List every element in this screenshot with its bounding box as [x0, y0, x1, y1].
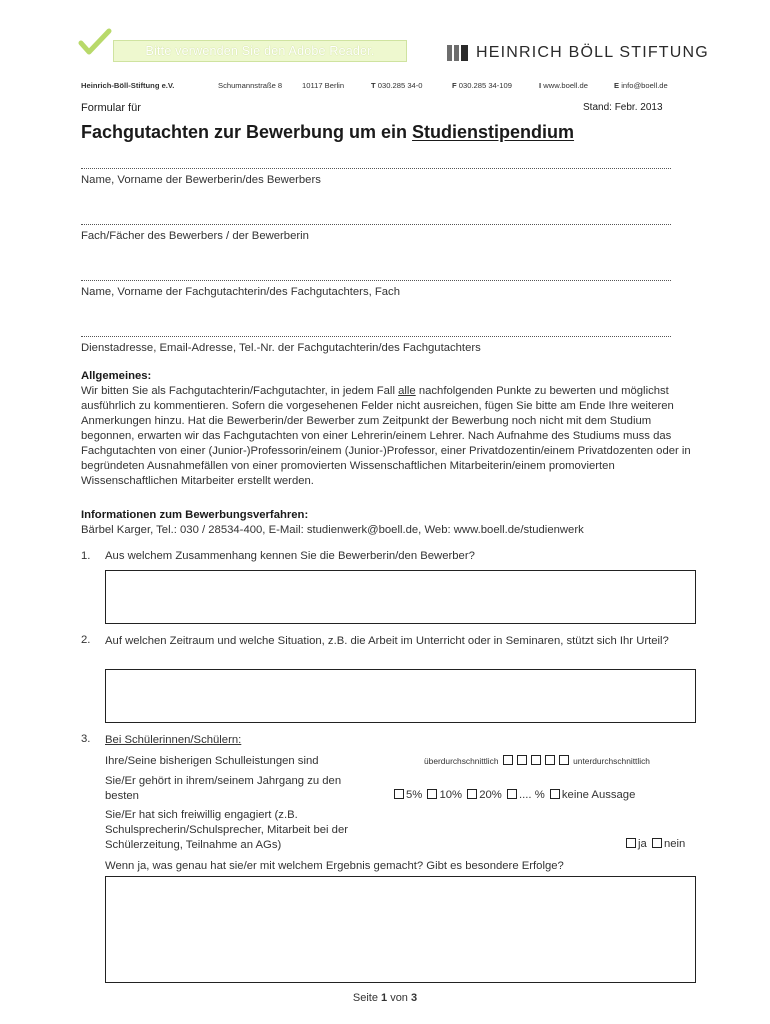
q3a-checkbox-1[interactable]	[503, 755, 513, 765]
boell-logo	[447, 43, 709, 63]
checkmark-stamp-icon	[78, 28, 112, 56]
question-1: 1. Aus welchem Zusammenhang kennen Sie die Bewerberin/den Bewerber?	[81, 550, 475, 562]
q3b-checkbox-none[interactable]	[550, 789, 560, 799]
contact-org: Heinrich-Böll-Stiftung e.V.	[81, 81, 175, 90]
info-text: Bärbel Karger, Tel.: 030 / 28534-400, E-Mail: studienwerk@boell.de, Web: www.boell.de/studienwerk	[81, 524, 584, 536]
logo-text: HEINRICH BÖLL STIFTUNG	[476, 44, 709, 61]
applicant-name-input[interactable]	[81, 168, 671, 170]
q3c-checkbox-yes[interactable]	[626, 838, 636, 848]
q3a-checkbox-3[interactable]	[531, 755, 541, 765]
page-title: Fachgutachten zur Bewerbung um ein Studienstipendium	[81, 122, 575, 142]
question-2: Auf welchen Zeitraum und welche Situation, z.B. die Arbeit im Unterricht oder in Seminaren, stützt sich Ihr Urteil?	[105, 635, 669, 647]
question-2-answer-box[interactable]	[105, 669, 696, 723]
info-heading: Informationen zum Bewerbungsverfahren:	[81, 509, 309, 521]
applicant-subject-input[interactable]	[81, 224, 671, 226]
q3b-options: 5% 10% 20% .... % keine Aussage	[392, 789, 635, 801]
question-1-answer-box[interactable]	[105, 570, 696, 624]
q3b-label: Sie/Er gehört in ihrem/seinem Jahrgang zu den besten	[105, 775, 342, 802]
q3b-checkbox-5[interactable]	[394, 789, 404, 799]
q3b-checkbox-10[interactable]	[427, 789, 437, 799]
q3a-checkbox-4[interactable]	[545, 755, 555, 765]
form-intro: Formular für	[81, 102, 141, 114]
contact-street: Schumannstraße 8	[218, 81, 283, 90]
form-stand-date: Stand: Febr. 2013	[583, 102, 663, 113]
q3c-checkbox-no[interactable]	[652, 838, 662, 848]
q3a-scale: überdurchschnittlich unterdurchschnittlich	[424, 756, 650, 766]
q3d-answer-box[interactable]	[105, 876, 696, 983]
question-3: Bei Schülerinnen/Schülern:	[105, 734, 242, 746]
reviewer-address-input[interactable]	[81, 336, 671, 338]
reviewer-name-input[interactable]	[81, 280, 671, 282]
question-2-num: 2.	[81, 634, 91, 646]
q3b-checkbox-20[interactable]	[467, 789, 477, 799]
page-number: Seite 1 von 3	[352, 992, 418, 1004]
logo-mark-icon	[447, 45, 468, 61]
q3a-checkbox-5[interactable]	[559, 755, 569, 765]
applicant-name-label: Name, Vorname der Bewerberin/des Bewerbers	[81, 174, 321, 186]
reviewer-name-label: Name, Vorname der Fachgutachterin/des Fachgutachters, Fach	[81, 286, 400, 298]
q3c-label: Sie/Er hat sich freiwillig engagiert (z.B. Schulsprecherin/Schulsprecher, Mitarbeit bei der Schülerzeitung, Teilnahme an AGs)	[105, 809, 349, 851]
info-section	[81, 508, 691, 538]
general-line1: Wir bitten Sie als Fachgutachterin/Fachgutachter, in jedem Fall alle nachfolgenden Punkte zu bewerten	[81, 385, 596, 397]
contact-fax: F 030.285 34-109	[452, 81, 512, 90]
question-3-num: 3.	[81, 733, 91, 745]
general-section	[81, 369, 691, 489]
contact-phone: T 030.285 34-0	[371, 81, 423, 90]
applicant-subject-label: Fach/Fächer des Bewerbers / der Bewerberin	[81, 230, 309, 242]
q3d-label: Wenn ja, was genau hat sie/er mit welchem Ergebnis gemacht? Gibt es besondere Erfolge?	[105, 860, 564, 872]
q3a-label: Ihre/Seine bisherigen Schulleistungen sind	[105, 755, 319, 767]
adobe-reader-notice: Bitte verwenden Sie den Adobe Reader.	[113, 40, 407, 62]
q3b-checkbox-custom[interactable]	[507, 789, 517, 799]
q3c-options: ja nein	[624, 838, 685, 850]
general-text: und möglichst ausführlich zu kommentieren. Sofern die vorgesehenen Felder nicht ausreichen, fügen Sie bitte am Ende Ihre weiteren Anmerkungen hinzu. Hat die Bewerberin/der Bewerber zum Zeitpunkt der Bewerbung noch nicht mit dem Studium begonnen, erwarten wir das Fachgutachten von einer Lehrerin/einem Lehrer. Nach Aufnahme des Studiums muss das Fachgutachten von einer (Junior-)Professorin/einem (Junior-)Professor, einer Privatdozentin/einem Privatdozenten oder in begründeten Ausnahmefällen von einer promovierten Wissenschaftlichen Mitarbeiterin/einem promovierten Wissenschaftlichen Mitarbeiter erstellt werden.	[81, 385, 691, 487]
contact-city: 10117 Berlin	[302, 81, 345, 90]
contact-email: E info@boell.de	[614, 81, 668, 90]
q3a-checkbox-2[interactable]	[517, 755, 527, 765]
reviewer-address-label: Dienstadresse, Email-Adresse, Tel.-Nr. der Fachgutachterin/des Fachgutachters	[81, 342, 481, 354]
contact-web: I www.boell.de	[539, 81, 588, 90]
general-heading: Allgemeines:	[81, 370, 152, 382]
